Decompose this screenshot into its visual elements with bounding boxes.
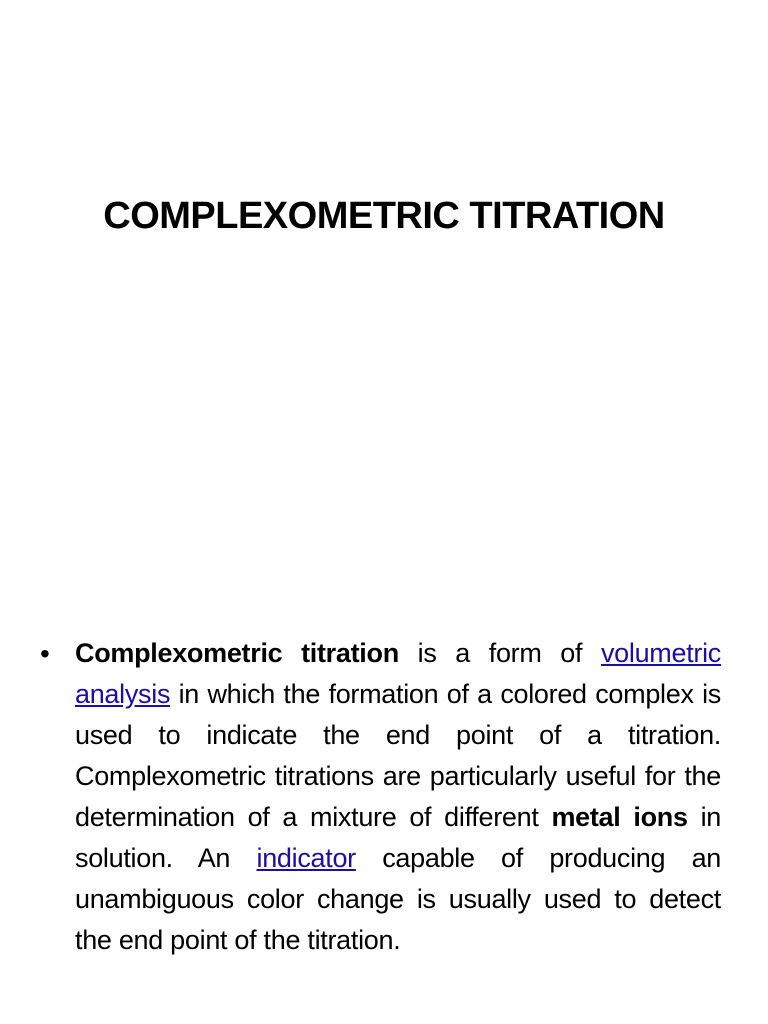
- paragraph-text-2: in which the formation of a colored complex is used to indicate the end point of a titration. Complexometric titrations are particularly useful for the determination of a mixture of different: [75, 679, 721, 832]
- paragraph-text-1: is a form of: [398, 638, 601, 668]
- bullet-paragraph: [75, 633, 721, 961]
- slide-title: COMPLEXOMETRIC TITRATION: [103, 195, 665, 237]
- bullet-marker: •: [40, 638, 50, 669]
- term-complexometric-titration: Complexometric titration: [75, 638, 399, 668]
- paragraph-text-4: capable of producing an unambiguous color change is usually used to detect the end point of the titration.: [75, 843, 722, 955]
- term-metal-ions: metal ions: [551, 802, 688, 832]
- paragraph-text-3: in solution. An: [75, 802, 721, 873]
- link-volumetric-analysis[interactable]: volumetric analysis: [75, 638, 721, 709]
- link-indicator[interactable]: indicator: [256, 843, 356, 873]
